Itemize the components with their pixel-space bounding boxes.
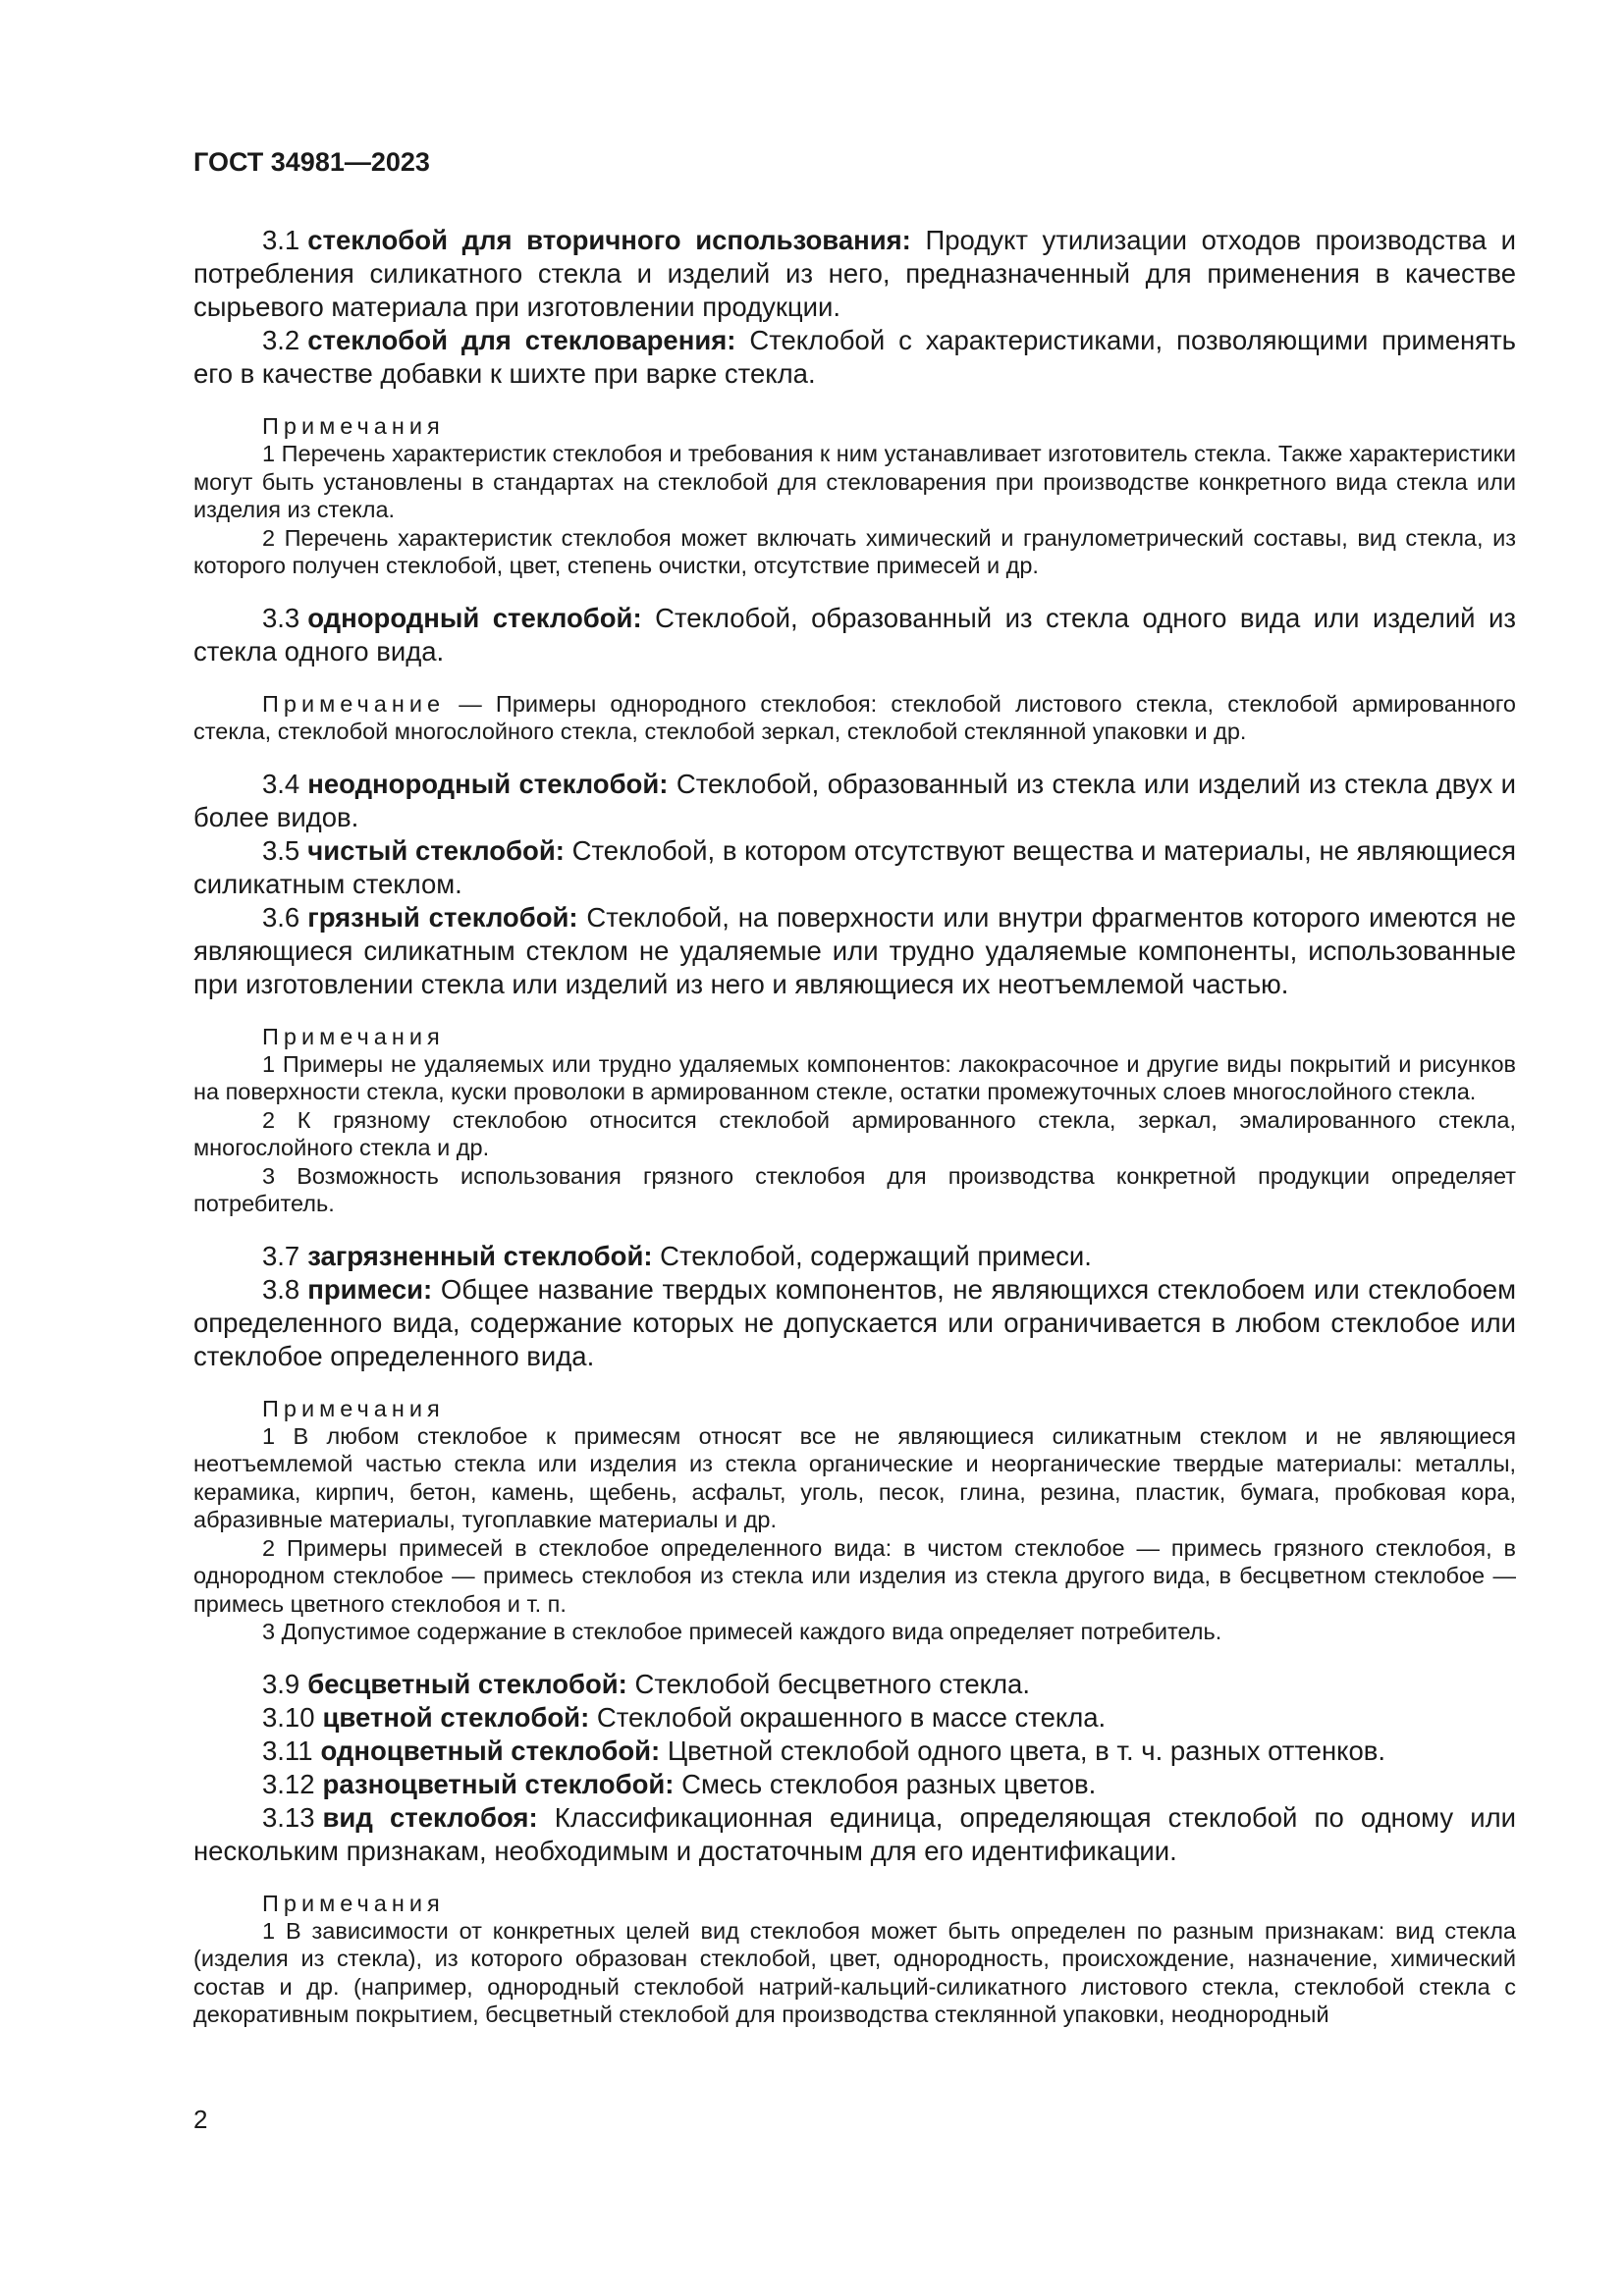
definition-text: Смесь стеклобоя разных цветов. bbox=[681, 1768, 1097, 1799]
definition-text: Цветной стеклобой одного цвета, в т. ч. разных оттенков. bbox=[667, 1735, 1386, 1766]
note-item: 1 Примеры не удаляемых или трудно удаляемых компонентов: лакокрасочное и другие виды покрытий и рисунков на поверхности стекла, куски проволоки в армированном стекле, остатки промежуточных слоев многослойного стекла. bbox=[193, 1050, 1516, 1104]
note-item: 1 В зависимости от конкретных целей вид стеклобоя может быть определен по разным признакам: вид стекла (изделия из стекла), из которого образован стеклобой, цвет, однородность, происхождение, назначение, химический состав и др. (например, однородный стеклобой натрий-кальций-силикатного листового стекла, стеклобой стекла с декоративным покрытием, бесцветный стеклобой для производства стеклянной упаковки, неоднородный bbox=[193, 1917, 1516, 2027]
definition-text: Стеклобой бесцветного стекла. bbox=[634, 1668, 1030, 1699]
definition-number: 3.7 bbox=[262, 1240, 300, 1271]
definition-3-6 bbox=[193, 901, 1516, 1001]
definition-term: однородный стеклобой: bbox=[307, 602, 642, 633]
definition-number: 3.11 bbox=[262, 1735, 313, 1766]
definition-number: 3.5 bbox=[262, 834, 300, 866]
definition-text: Общее название твердых компонентов, не являющихся стеклобоем или стеклобоем определенного вида, содержание которых не допускается или ограничивается в любом стеклобое или стеклобое определенного вида. bbox=[193, 1273, 1516, 1371]
note-label: Примечание bbox=[262, 690, 446, 717]
definition-text: Стеклобой с характеристиками, позволяющими применять его в качестве добавки к шихте при варке стекла. bbox=[193, 325, 1517, 389]
note-text: — Примеры однородного стеклобоя: стеклобой листового стекла, стеклобой армированного стекла, стеклобой многослойного стекла, стеклобой зеркал, стеклобой стеклянной упаковки и др. bbox=[193, 690, 1516, 744]
notes-title: Примечания bbox=[262, 1890, 445, 1916]
definition-3-10 bbox=[193, 1701, 1516, 1735]
definition-3-3 bbox=[193, 602, 1516, 668]
definition-3-13 bbox=[193, 1801, 1516, 1868]
definition-text: Стеклобой, образованный из стекла или изделий из стекла двух и более видов. bbox=[193, 768, 1516, 832]
note-item: 3 Допустимое содержание в стеклобое примесей каждого вида определяет потребитель. bbox=[262, 1619, 1222, 1644]
definition-3-11 bbox=[193, 1735, 1516, 1768]
definition-term: стеклобой для вторичного использования: bbox=[307, 225, 911, 255]
definition-term: примеси: bbox=[307, 1273, 433, 1305]
definition-number: 3.9 bbox=[262, 1668, 300, 1699]
note-item: 3 Возможность использования грязного стеклобоя для производства конкретной продукции определяет потребитель. bbox=[193, 1162, 1516, 1216]
definition-term: разноцветный стеклобой: bbox=[322, 1768, 675, 1799]
definition-term: грязный стеклобой: bbox=[307, 901, 578, 933]
note-item: 2 Примеры примесей в стеклобое определенного вида: в чистом стеклобое — примесь грязного стеклобоя, в однородном стеклобое — примесь стеклобоя из стекла или изделия из стекла другого вида, в бесцветном стеклобое — примесь цветного стеклобоя и т. п. bbox=[193, 1534, 1516, 1617]
note-item: 2 К грязному стеклобою относится стеклобой армированного стекла, зеркал, эмалированного стекла, многослойного стекла и др. bbox=[193, 1106, 1516, 1160]
definition-text: Стеклобой, в котором отсутствуют вещества и материалы, не являющиеся силикатным стеклом. bbox=[193, 834, 1517, 899]
notes-title: Примечания bbox=[262, 1395, 445, 1421]
definition-text: Продукт утилизации отходов производства и потребления силикатного стекла и изделий из него, предназначенный для применения в качестве сырьевого материала при изготовлении продукции. bbox=[193, 225, 1517, 322]
notes-title: Примечания bbox=[262, 1023, 445, 1049]
page-number: 2 bbox=[193, 2105, 208, 2134]
definition-term: одноцветный стеклобой: bbox=[320, 1735, 661, 1766]
definition-number: 3.1 bbox=[262, 225, 300, 255]
definition-3-9 bbox=[193, 1668, 1516, 1701]
document-header: ГОСТ 34981—2023 bbox=[193, 147, 430, 177]
definition-number: 3.10 bbox=[262, 1701, 315, 1733]
definition-term: неоднородный стеклобой: bbox=[307, 768, 669, 799]
definition-text: Стеклобой, содержащий примеси. bbox=[660, 1240, 1092, 1271]
document-body bbox=[193, 224, 1516, 2029]
definition-number: 3.2 bbox=[262, 325, 300, 355]
definition-number: 3.3 bbox=[262, 602, 300, 633]
definition-term: чистый стеклобой: bbox=[307, 834, 565, 866]
notes-title: Примечания bbox=[262, 413, 445, 439]
definition-number: 3.12 bbox=[262, 1768, 315, 1799]
definition-text: Стеклобой окрашенного в массе стекла. bbox=[596, 1701, 1107, 1733]
definition-3-8 bbox=[193, 1273, 1516, 1373]
definition-term: загрязненный стеклобой: bbox=[307, 1240, 653, 1271]
definition-number: 3.6 bbox=[262, 901, 300, 933]
definition-text: Классификационная единица, определяющая стеклобой по одному или нескольким признакам, необходимым и достаточным для его идентификации. bbox=[193, 1801, 1516, 1866]
definition-3-1 bbox=[193, 224, 1516, 324]
note-item: 1 В любом стеклобое к примесям относят все не являющиеся силикатным стеклом и не являющиеся неотъемлемой частью стекла или изделия из стекла органические и неорганические твердые материалы: металлы, керамика, кирпич, бетон, камень, щебень, асфальт, уголь, песок, глина, резина, пластик, бумага, пробковая кора, абразивные материалы, тугоплавкие материалы и др. bbox=[193, 1422, 1516, 1532]
definition-term: вид стеклобоя: bbox=[322, 1801, 538, 1833]
definition-3-4 bbox=[193, 768, 1516, 834]
definition-3-5 bbox=[193, 834, 1516, 901]
definition-number: 3.8 bbox=[262, 1273, 300, 1305]
definition-3-7 bbox=[193, 1240, 1516, 1273]
definition-term: бесцветный стеклобой: bbox=[307, 1668, 627, 1699]
note-item: 1 Перечень характеристик стеклобоя и требования к ним устанавливает изготовитель стекла. Также характеристики могут быть установлены в стандартах на стеклобой для стекловарения при производстве конкретного вида стекла или изделия из стекла. bbox=[193, 441, 1516, 522]
definition-number: 3.4 bbox=[262, 768, 300, 799]
definition-term: стеклобой для стекловарения: bbox=[307, 325, 736, 355]
definition-3-2 bbox=[193, 324, 1516, 391]
definition-3-12 bbox=[193, 1768, 1516, 1801]
definition-term: цветной стеклобой: bbox=[322, 1701, 590, 1733]
definition-text: Стеклобой, образованный из стекла одного вида или изделий из стекла одного вида. bbox=[193, 602, 1516, 667]
note-single bbox=[193, 690, 1516, 746]
definition-text: Стеклобой, на поверхности или внутри фрагментов которого имеются не являющиеся силикатным стеклом не удаляемые или трудно удаляемые компоненты, использованные при изготовлении стекла или изделий из него и являющиеся их неотъемлемой частью. bbox=[193, 901, 1516, 999]
definition-number: 3.13 bbox=[262, 1801, 315, 1833]
note-item: 2 Перечень характеристик стеклобоя может включать химический и гранулометрический составы, вид стекла, из которого получен стеклобой, цвет, степень очистки, отсутствие примесей и др. bbox=[193, 524, 1516, 578]
